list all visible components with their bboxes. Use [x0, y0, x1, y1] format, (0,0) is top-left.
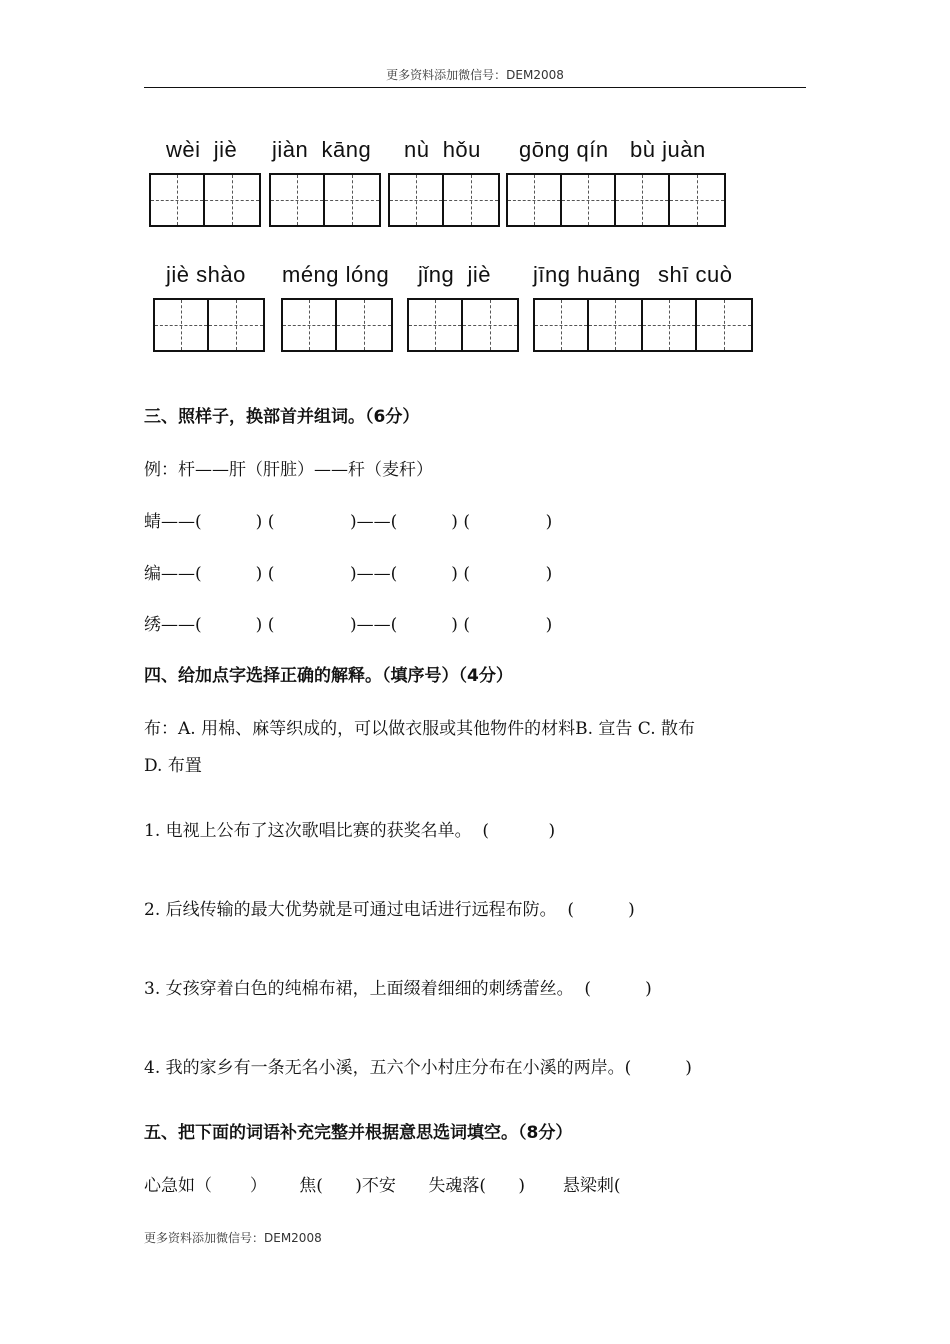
page-footer: 更多资料添加微信号：DEM2008 [144, 1231, 322, 1245]
writing-grid[interactable] [506, 173, 726, 227]
definition-line: D. 布置 [144, 756, 202, 776]
pinyin-label: nù hǒu [404, 137, 481, 162]
definition-line: 布：A. 用棉、麻等织成的，可以做衣服或其他物件的材料B. 宣告 C. 散布 [144, 719, 695, 739]
writing-grid[interactable] [388, 173, 500, 227]
pinyin-label: bù juàn [630, 137, 706, 162]
pinyin-label: jīng huāng [533, 262, 641, 287]
question-line[interactable]: 4. 我的家乡有一条无名小溪，五六个小村庄分布在小溪的两岸。( ) [144, 1058, 692, 1078]
section3-row[interactable]: 绣——( ) ( )——( ) ( ) [144, 615, 553, 635]
section3-row[interactable]: 蜻——( ) ( )——( ) ( ) [144, 512, 553, 532]
pinyin-label: shī cuò [658, 262, 733, 287]
writing-grid[interactable] [533, 298, 753, 352]
writing-grid[interactable] [281, 298, 393, 352]
section3-title: 三、照样子，换部首并组词。（6分） [144, 407, 420, 427]
pinyin-label: méng lóng [282, 262, 390, 287]
section3-example: 例：杆——肝（肝脏）——秆（麦秆） [144, 460, 433, 480]
writing-grid[interactable] [407, 298, 519, 352]
pinyin-label: jiàn kāng [272, 137, 372, 162]
section4-title: 四、给加点字选择正确的解释。（填序号）（4分） [144, 666, 513, 686]
section5-title: 五、把下面的词语补充完整并根据意思选词填空。（8分） [144, 1123, 573, 1143]
page-header: 更多资料添加微信号：DEM2008 [386, 68, 564, 82]
writing-grid[interactable] [269, 173, 381, 227]
pinyin-label: jǐng jiè [418, 262, 491, 287]
question-line[interactable]: 1. 电视上公布了这次歌唱比赛的获奖名单。 ( ) [144, 821, 556, 841]
pinyin-label: jiè shào [166, 262, 246, 287]
pinyin-label: gōng qín [519, 137, 609, 162]
pinyin-label: wèi jiè [166, 137, 238, 162]
writing-grid[interactable] [153, 298, 265, 352]
writing-grid[interactable] [149, 173, 261, 227]
question-line[interactable]: 3. 女孩穿着白色的纯棉布裙，上面缀着细细的刺绣蕾丝。 ( ) [144, 979, 652, 999]
section3-row[interactable]: 编——( ) ( )——( ) ( ) [144, 564, 553, 584]
header-divider [144, 87, 806, 88]
question-line[interactable]: 2. 后线传输的最大优势就是可通过电话进行远程布防。 ( ) [144, 900, 635, 920]
section5-fill-line[interactable]: 心急如（ ） 焦( )不安 失魂落( ) 悬梁刺( [144, 1176, 621, 1196]
